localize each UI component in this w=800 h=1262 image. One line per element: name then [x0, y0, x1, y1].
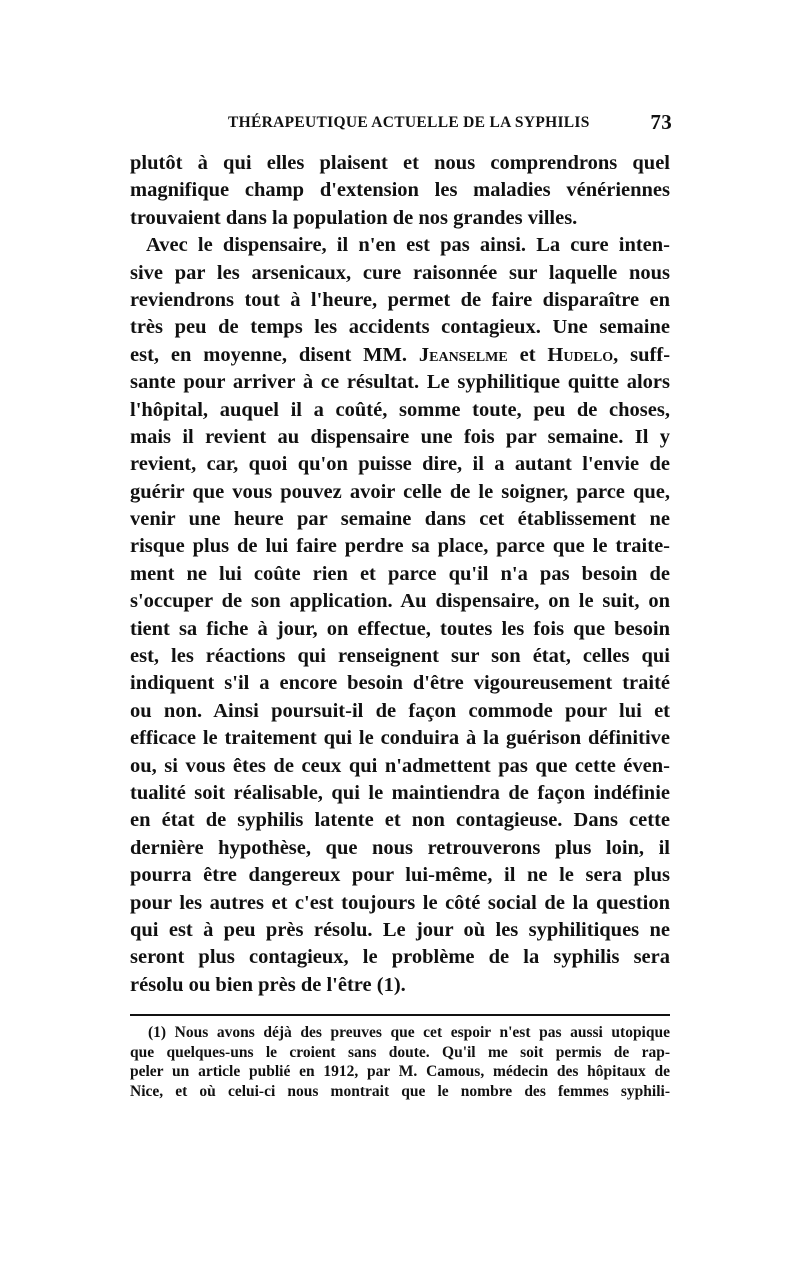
- author-name: Hudelo,: [547, 343, 619, 366]
- text-line: pour les autres et c'est toujours le côté social de la question: [130, 891, 670, 914]
- text-line: tualité soit réalisable, qui le maintiendra de façon indéfinie: [130, 781, 670, 804]
- text-fragment: est, en moyenne, disent MM.: [130, 343, 407, 366]
- footnote: [130, 1023, 670, 1101]
- text-line: venir une heure par semaine dans cet établissement ne: [130, 508, 670, 531]
- text-line: plutôt à qui elles plaisent et nous comprendrons quel: [130, 152, 670, 174]
- text-line: reviendrons tout à l'heure, permet de faire disparaître en: [130, 288, 670, 311]
- text-line: magnifique champ d'extension les maladies vénériennes: [130, 179, 670, 202]
- text-fragment: suff-: [630, 343, 671, 366]
- text-line: très peu de temps les accidents contagieux. Une semaine: [130, 316, 670, 339]
- text-line: ou, si vous êtes de ceux qui n'admettent pas que cette éven-: [130, 754, 670, 777]
- text-line: sive par les arsenicaux, cure raisonnée sur laquelle nous: [130, 261, 670, 284]
- text-line: ou non. Ainsi poursuit-il de façon commode pour lui et: [130, 699, 670, 722]
- text-line: pourra être dangereux pour lui-même, il ne le sera plus: [130, 864, 670, 887]
- text-line: revient, car, quoi qu'on puisse dire, il a autant l'envie de: [130, 453, 670, 476]
- page-number: 73: [650, 110, 672, 134]
- text-line: [130, 342, 670, 369]
- footnote-line: peler un article publié en 1912, par M. Camous, médecin des hôpitaux de: [130, 1063, 670, 1081]
- text-line: indiquent s'il a encore besoin d'être vigoureusement traité: [130, 672, 670, 695]
- footnote-line: (1) Nous avons déjà des preuves que cet espoir n'est pas aussi utopique: [148, 1024, 670, 1041]
- text-line: tient sa fiche à jour, on effectue, toutes les fois que besoin: [130, 617, 670, 640]
- text-line: sante pour arriver à ce résultat. Le syphilitique quitte alors: [130, 371, 670, 394]
- text-fragment: et: [519, 343, 536, 366]
- footnote-divider: [130, 1014, 670, 1016]
- text-line: est, les réactions qui renseignent sur son état, celles qui: [130, 645, 670, 668]
- footnote-line: que quelques-uns le croient sans doute. Qu'il me soit permis de rap-: [130, 1043, 670, 1061]
- text-line: efficace le traitement qui le conduira à la guérison définitive: [130, 727, 670, 750]
- running-head: [228, 110, 672, 138]
- footnote-line: Nice, et où celui-ci nous montrait que le nombre des femmes syphili-: [130, 1082, 670, 1100]
- body-text: [130, 150, 670, 999]
- text-line: en état de syphilis latente et non contagieuse. Dans cette: [130, 809, 670, 832]
- text-line: guérir que vous pouvez avoir celle de le soigner, parce que,: [130, 480, 670, 503]
- text-line: ment ne lui coûte rien et parce qu'il n'a pas besoin de: [130, 562, 670, 585]
- text-line: dernière hypothèse, que nous retrouverons plus loin, il: [130, 836, 670, 859]
- text-line: trouvaient dans la population de nos grandes villes.: [130, 206, 578, 229]
- text-line: mais il revient au dispensaire une fois par semaine. Il y: [130, 425, 670, 448]
- text-line: résolu ou bien près de l'être (1).: [130, 973, 406, 996]
- text-line: seront plus contagieux, le problème de la syphilis sera: [130, 946, 670, 969]
- running-title: THÉRAPEUTIQUE ACTUELLE DE LA SYPHILIS: [228, 114, 590, 131]
- text-line: risque plus de lui faire perdre sa place, parce que le traite-: [130, 535, 670, 558]
- text-line: l'hôpital, auquel il a coûté, somme toute, peu de choses,: [130, 398, 670, 421]
- text-line: Avec le dispensaire, il n'en est pas ainsi. La cure inten-: [146, 234, 670, 257]
- text-line: qui est à peu près résolu. Le jour où les syphilitiques ne: [130, 918, 670, 941]
- text-line: s'occuper de son application. Au dispensaire, on le suit, on: [130, 590, 670, 613]
- author-name: Jeanselme: [418, 343, 508, 366]
